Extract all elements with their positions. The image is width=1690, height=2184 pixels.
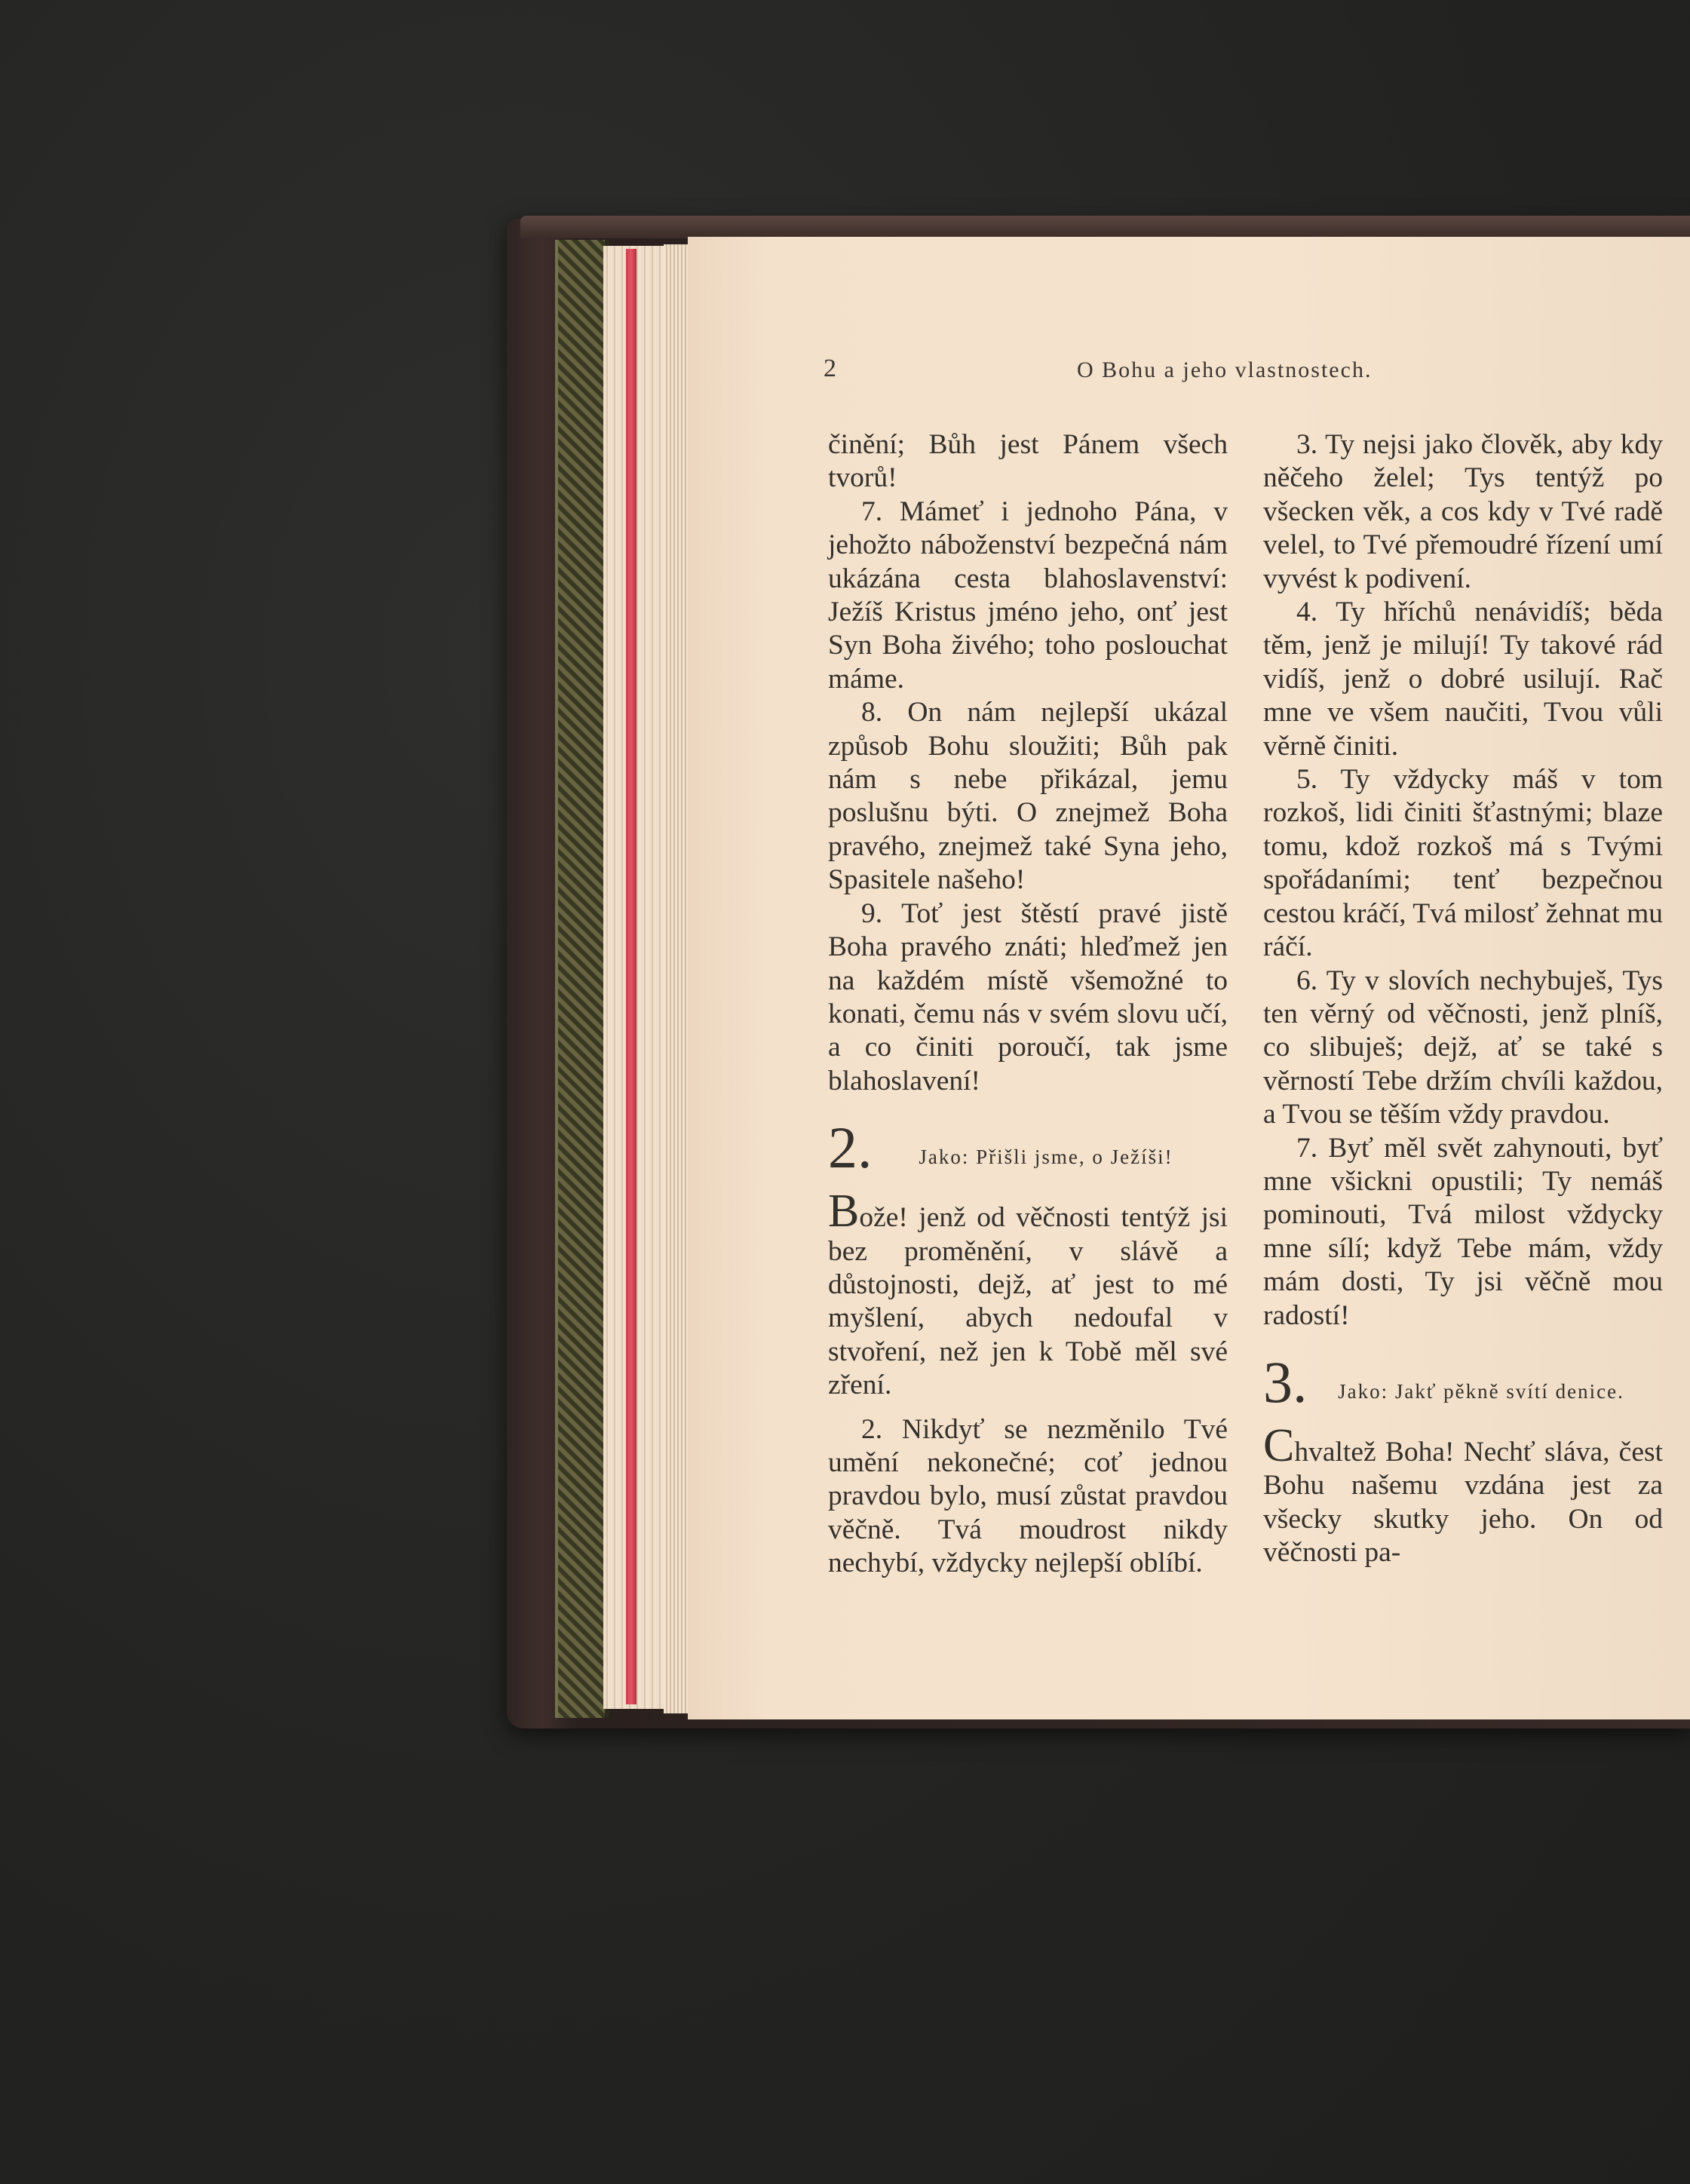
paragraph: 8. On nám nejlepší ukázal způsob Bohu sloužiti; Bůh pak nám s nebe přikázal, jemu poslušnu býti. O znejmež Boha pravého, znejmež také Syna jeho, Spasitele našeho! (828, 697, 1228, 896)
paragraph (828, 1186, 1228, 1402)
paragraph: 6. Ty v slovích nechybuješ, Tys ten věrný od věčnosti, jenž plníš, co slibuješ; dejž, ať se také s věrností Tebe držím chvíli každou, a Tvou se těším vždy pravdou. (1263, 965, 1663, 1130)
hymn-number: 3. (1263, 1348, 1308, 1415)
hymn-tune: Jako: Přišli jsme, o Ježíši! (919, 1146, 1173, 1169)
paragraph: 4. Ty hříchů nenávidíš; běda těm, jenž je milují! Ty takové rád vidíš, jenž o dobré usilují. Rač mne ve všem naučiti, Tvou vůli věrně činiti. (1263, 597, 1663, 762)
paragraph (1263, 1419, 1663, 1570)
marbled-endpaper (555, 240, 609, 1718)
hymn-heading (828, 1115, 1228, 1181)
paragraph: 9. Toť jest štěstí pravé jistě Boha pravého znáti; hleďmež jen na každém místě všemožné to konati, čemu nás v svém slovu učí, a co činiti poroučí, tak jsme blahoslavení! (828, 897, 1228, 1097)
paragraph: činění; Bůh jest Pánem všech tvorů! (828, 429, 1228, 494)
right-column (1263, 428, 1663, 1570)
drop-cap: C (1263, 1419, 1295, 1471)
hymn-tune: Jako: Jakť pěkně svítí denice. (1338, 1379, 1624, 1403)
book-cover-top-edge (520, 216, 1690, 238)
paragraph: 3. Ty nejsi jako člověk, aby kdy něčeho želel; Tys tentýž po všecken věk, a cos kdy v Tvé radě velel, to Tvé přemoudré řízení umí vyvést k podivení. (1263, 429, 1663, 594)
paragraph-text: hvaltež Boha! Nechť sláva, čest Bohu našemu vzdána jest za všecky skutky jeho. On od věčnosti pa- (1263, 1436, 1663, 1569)
running-head: O Bohu a jeho vlastnostech. (1077, 357, 1373, 382)
paragraph-text: ože! jenž od věčnosti tentýž jsi bez proměnění, v slávě a důstojnosti, dejž, ať jest to mé myšlení, abych nedoufal v stvoření, než jen k Tobě měl své zření. (828, 1202, 1228, 1401)
paragraph: 7. Mámeť i jednoho Pána, v jehožto náboženství bezpečná nám ukázána cesta blahoslavenství: Ježíš Kristus jméno jeho, onť jest Syn Boha živého; toho poslouchat máme. (828, 495, 1228, 695)
page-number: 2 (824, 354, 836, 382)
hymn-number: 2. (828, 1115, 873, 1181)
paragraph: 7. Byť měl svět zahynouti, byť mne všickni opustili; Ty nemáš pominouti, Tvá milost vždycky mne sílí; když Tebe mám, vždy mám dosti, Ty jsi věčně mou radostí! (1263, 1132, 1663, 1331)
red-page-edge (626, 249, 636, 1704)
paragraph: 5. Ty vždycky máš v tom rozkoš, lidi činiti šťastnými; blaze tomu, kdož rozkoš má s Tvými spořádaními; tenť bezpečnou cestou kráčí, Tvá milosť žehnat mu ráčí. (1263, 764, 1663, 963)
hymn-heading (1263, 1348, 1663, 1416)
paragraph: 2. Nikdyť se nezměnilo Tvé umění nekonečné; coť jednou pravdou bylo, musí zůstat pravdou věčně. Tvá moudrost nikdy nechybí, vždycky nejlepší oblíbí. (828, 1413, 1228, 1579)
drop-cap: B (828, 1186, 860, 1238)
page-header (0, 354, 1690, 392)
left-column (828, 428, 1228, 1581)
